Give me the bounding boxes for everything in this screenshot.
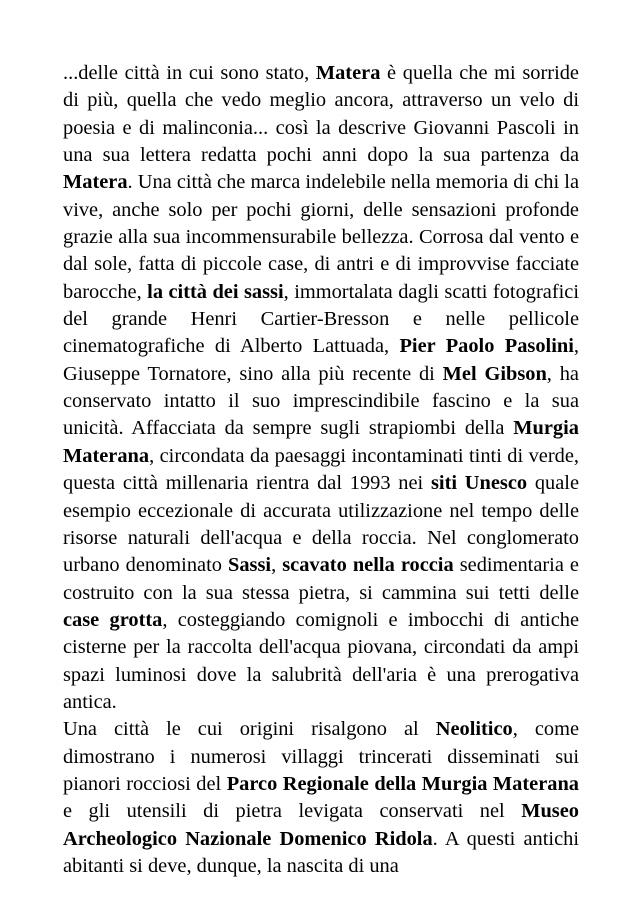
text-run: quale esempio eccezionale di accurata utilizzazione nel tempo delle risorse naturali dell'acqua e della roccia. Nel conglomerato urbano denominato [63,472,580,577]
bold-term-sassi: Sassi [228,554,272,577]
text-run: , costeggiando comignoli e imbocchi di antiche cisterne per la raccolta dell'acqua piovana, circondati da ampi spazi luminosi dove la salubrità dell'aria è una prerogativa antica. [63,608,579,713]
document-page [63,60,579,880]
text-run: Una città le cui origini risalgono al [63,718,436,741]
text-run: , come dimostrano i numerosi villaggi trincerati disseminati sui pianori rocciosi del [63,718,579,795]
bold-term-parco-regionale: Parco Regionale della Murgia Materana [226,772,579,795]
bold-term-museo-ridola: Museo Archeologico Nazionale Domenico Ridola [63,800,579,850]
text-run: , circondata da paesaggi incontaminati tinti di verde, questa città millenaria rientra dal 1993 nei [63,444,579,495]
bold-term-murgia-materana: Murgia Materana [63,417,579,467]
bold-term-siti-unesco: siti Unesco [430,472,528,495]
bold-term-scavato-nella-roccia: scavato nella roccia [282,554,454,577]
text-run: , Giuseppe Tornatore, sino alla più recente di [63,335,580,385]
text-run: . A questi antichi abitanti si deve, dunque, la nascita di una [63,827,579,877]
text-run: , ha conservato intatto il suo imprescindibile fascino e la sua unicità. Affacciata da sempre sugli strapiombi della [63,362,579,440]
text-run: , immortalata dagli scatti fotografici del grande Henri Cartier-Bresson e nelle pellicole cinematografiche di Alberto Lattuada, [63,280,579,358]
text-run: sedimentaria e costruito con la sua stessa pietra, si cammina sui tetti delle [63,554,579,604]
bold-term-matera: Matera [315,62,381,84]
text-run: e gli utensili di pietra levigata conservati nel [63,800,522,823]
paragraph-2 [63,716,579,880]
bold-term-mel-gibson: Mel Gibson [442,362,547,385]
text-run: , [271,554,283,577]
bold-term-case-grotta: case grotta [63,608,163,631]
bold-term-citta-dei-sassi: la città dei sassi [147,280,284,303]
text-run: . Una città che marca indelebile nella memoria di chi la vive, anche solo per pochi giorni, delle sensazioni profonde grazie alla sua incommensurabile bellezza. Corrosa dal vento e dal sole, fatta di piccole case, di antri e di improvvise facciate barocche, [63,171,579,303]
text-run: è quella che mi sorride di più, quella che vedo meglio ancora, attraverso un velo di poesia e di malinconia... così la descrive Giovanni Pascoli in una sua lettera redatta pochi anni dopo la sua partenza da [63,62,579,167]
text-run: ...delle città in cui sono stato, [63,62,316,84]
paragraph-1 [63,60,579,716]
bold-term-matera: Matera [63,171,128,194]
bold-term-neolitico: Neolitico [435,718,513,741]
bold-term-pasolini: Pier Paolo Pasolini [399,335,574,358]
